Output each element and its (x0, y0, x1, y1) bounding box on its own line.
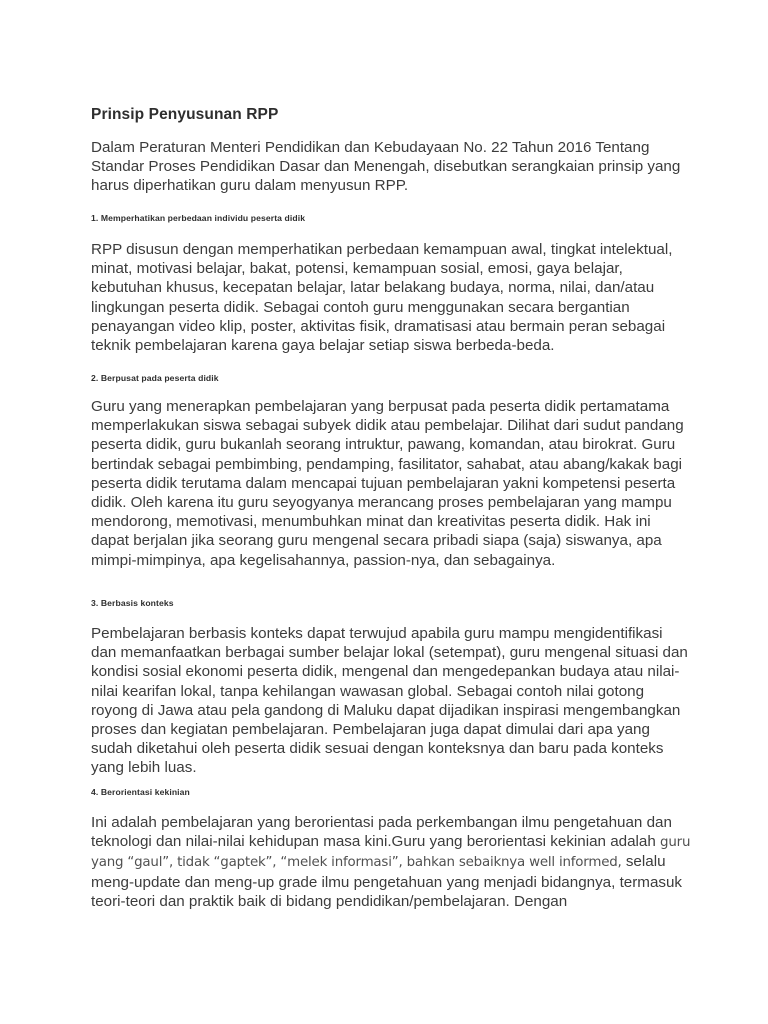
section-heading-1: 1. Memperhatikan perbedaan individu peserta didik (91, 213, 306, 223)
section-body-4-part3: selalu meng-update dan meng-up grade ilmu pengetahuan yang menjadi bidangnya, termasuk teori-teori dan praktik baik di bidang pendidikan/pembelajaran. Dengan (91, 853, 683, 910)
section-body-1: RPP disusun dengan memperhatikan perbedaan kemampuan awal, tingkat intelektual, minat, motivasi belajar, bakat, potensi, kemampuan sosial, emosi, gaya belajar, kebutuhan khusus, kecepatan belajar, latar belakang budaya, norma, nilai, dan/atau lingkungan peserta didik. Sebagai contoh guru menggunakan secara bergantian penayangan video klip, poster, aktivitas fisik, dramatisasi atau bermain peran sebagai teknik pembelajaran karena gaya belajar setiap siswa berbeda-beda. (91, 241, 673, 355)
document-title: Prinsip Penyusunan RPP (91, 106, 279, 123)
section-heading-2: 2. Berpusat pada peserta didik (91, 373, 219, 383)
section-body-3: Pembelajaran berbasis konteks dapat terwujud apabila guru mampu mengidentifikasi dan memanfaatkan berbagai sumber belajar lokal (setempat), guru mengenal situasi dan kondisi sosial ekonomi peserta didik, mengenal dan mengedepankan budaya atau nilai-nilai kearifan lokal, tanpa kehilangan wawasan global. Sebagai contoh nilai gotong royong di Jawa atau pela gandong di Maluku dapat dijadikan inspirasi mengembangkan proses dan kegiatan pembelajaran. Pembelajaran juga dapat dimulai dari apa yang sudah diketahui oleh peserta didik sesuai dengan konteksnya dan baru pada konteks yang lebih luas. (91, 625, 688, 777)
section-body-2: Guru yang menerapkan pembelajaran yang berpusat pada peserta didik pertamatama memperlakukan siswa sebagai subyek didik atau pembelajar. Dilihat dari sudut pandang peserta didik, guru bukanlah seorang intruktur, pawang, komandan, atau birokrat. Guru bertindak sebagai pembimbing, pendamping, fasilitator, sahabat, atau abang/kakak bagi peserta didik terutama dalam mencapai tujuan pembelajaran yakni kompetensi peserta didik. Oleh karena itu guru seyogyanya merancang proses pembelajaran yang mampu mendorong, memotivasi, menumbuhkan minat dan kreativitas peserta didik. Hak ini dapat berjalan jika seorang guru mengenal secara pribadi siapa (saja) siswanya, apa mimpi-mimpinya, apa kegelisahannya, passion-nya, dan sebagainya. (91, 398, 684, 569)
section-heading-3: 3. Berbasis konteks (91, 598, 174, 608)
section-heading-4: 4. Berorientasi kekinian (91, 787, 190, 797)
section-body-4-part1: Ini adalah pembelajaran yang berorientasi pada perkembangan ilmu pengetahuan dan teknologi dan nilai-nilai kehidupan masa kini.Guru yang berorientasi kekinian adalah (91, 814, 672, 851)
intro-paragraph: Dalam Peraturan Menteri Pendidikan dan Kebudayaan No. 22 Tahun 2016 Tentang Standar Proses Pendidikan Dasar dan Menengah, disebutkan serangkaian prinsip yang harus diperhatikan guru dalam menyusun RPP. (91, 139, 681, 195)
section-body-4-quote: guru yang “gaul”, tidak “gaptek”, “melek informasi”, bahkan sebaiknya well informed, (91, 835, 691, 871)
section-body-4 (91, 813, 691, 911)
